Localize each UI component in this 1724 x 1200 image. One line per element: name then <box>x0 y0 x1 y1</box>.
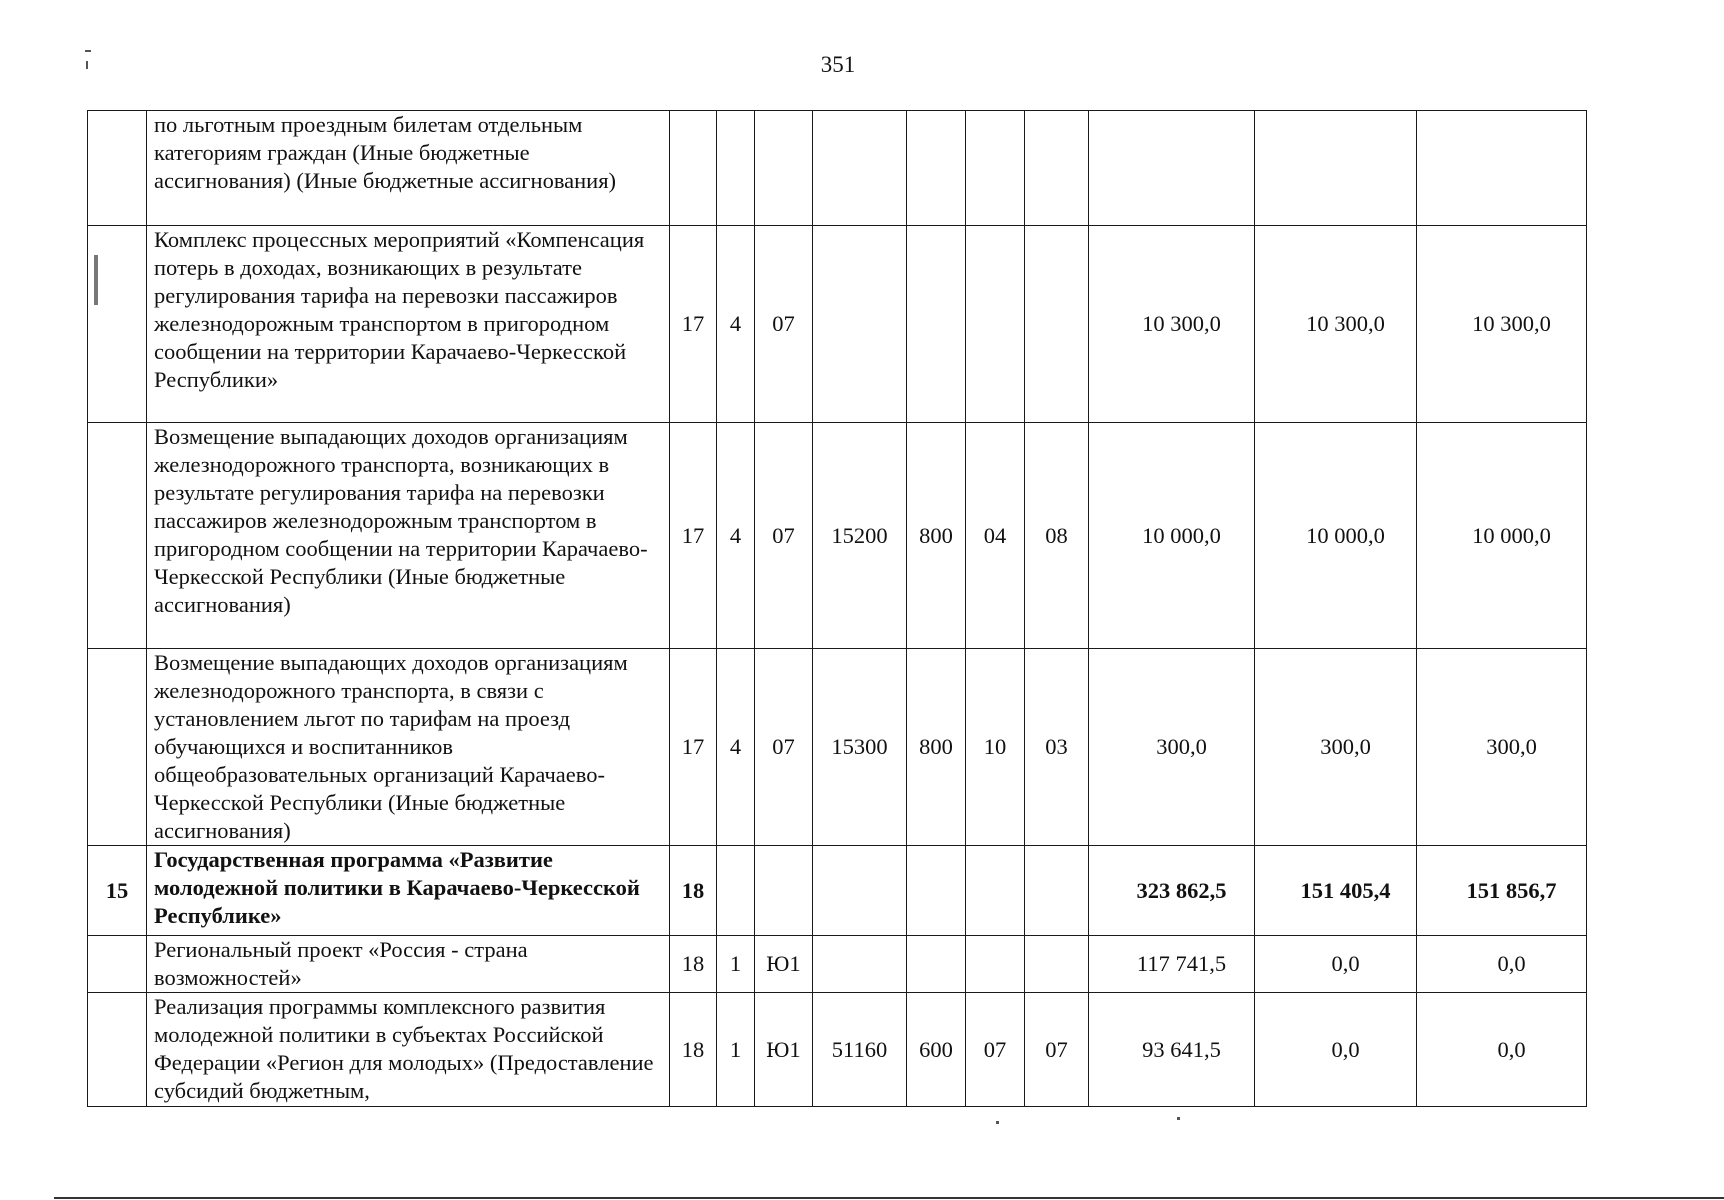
row-description: Государственная программа «Развитие молодежной политики в Карачаево-Черкесской Республике» <box>147 846 670 936</box>
amount-year-3: 0,0 <box>1417 936 1587 993</box>
amount-year-2: 10 000,0 <box>1255 423 1417 649</box>
code-type <box>907 226 966 423</box>
code-direction: Ю1 <box>755 993 813 1107</box>
amount-year-1 <box>1089 111 1255 226</box>
amount-year-2 <box>1255 111 1417 226</box>
code-subsection: 07 <box>1025 993 1089 1107</box>
row-number <box>88 936 147 993</box>
code-section <box>966 846 1025 936</box>
amount-year-3: 151 856,7 <box>1417 846 1587 936</box>
page-number: 351 <box>820 52 856 77</box>
scan-mark <box>996 1121 999 1124</box>
row-number: 15 <box>88 846 147 936</box>
code-type: 800 <box>907 649 966 846</box>
table-row <box>88 649 1587 846</box>
code-gp: 17 <box>670 226 717 423</box>
scan-mark <box>1177 1117 1180 1120</box>
code-section: 10 <box>966 649 1025 846</box>
code-subsection <box>1025 111 1089 226</box>
code-expense <box>813 111 907 226</box>
code-type: 800 <box>907 423 966 649</box>
table-row <box>88 936 1587 993</box>
row-number <box>88 649 147 846</box>
amount-year-2: 0,0 <box>1255 936 1417 993</box>
amount-year-2: 151 405,4 <box>1255 846 1417 936</box>
amount-year-1: 323 862,5 <box>1089 846 1255 936</box>
amount-year-3 <box>1417 111 1587 226</box>
table-row <box>88 846 1587 936</box>
code-gp <box>670 111 717 226</box>
code-expense <box>813 846 907 936</box>
amount-year-1: 93 641,5 <box>1089 993 1255 1107</box>
code-gp: 17 <box>670 423 717 649</box>
code-sub: 1 <box>717 936 755 993</box>
scan-mark <box>94 255 98 305</box>
row-number <box>88 111 147 226</box>
code-expense <box>813 226 907 423</box>
code-section: 07 <box>966 993 1025 1107</box>
code-subsection: 03 <box>1025 649 1089 846</box>
row-description: Возмещение выпадающих доходов организациям железнодорожного транспорта, в связи с установлением льгот по тарифам на проезд обучающихся и воспитанников общеобразовательных организаций Карачаево-Черкесской Республики (Иные бюджетные ассигнования) <box>147 649 670 846</box>
row-number <box>88 423 147 649</box>
code-direction: Ю1 <box>755 936 813 993</box>
table-row <box>88 226 1587 423</box>
amount-year-2: 10 300,0 <box>1255 226 1417 423</box>
row-description: Возмещение выпадающих доходов организациям железнодорожного транспорта, возникающих в результате регулирования тарифа на перевозки пассажиров железнодорожным транспортом в пригородном сообщении на территории Карачаево-Черкесской Республики (Иные бюджетные ассигнования) <box>147 423 670 649</box>
code-sub: 4 <box>717 226 755 423</box>
code-direction: 07 <box>755 649 813 846</box>
amount-year-3: 10 000,0 <box>1417 423 1587 649</box>
amount-year-1: 117 741,5 <box>1089 936 1255 993</box>
code-section <box>966 226 1025 423</box>
code-expense: 15300 <box>813 649 907 846</box>
code-type: 600 <box>907 993 966 1107</box>
code-gp: 18 <box>670 936 717 993</box>
code-type <box>907 111 966 226</box>
code-gp: 17 <box>670 649 717 846</box>
code-expense <box>813 936 907 993</box>
code-section <box>966 936 1025 993</box>
code-section <box>966 111 1025 226</box>
amount-year-3: 10 300,0 <box>1417 226 1587 423</box>
amount-year-3: 0,0 <box>1417 993 1587 1107</box>
code-subsection <box>1025 846 1089 936</box>
code-sub: 4 <box>717 423 755 649</box>
code-expense: 51160 <box>813 993 907 1107</box>
code-subsection: 08 <box>1025 423 1089 649</box>
amount-year-2: 0,0 <box>1255 993 1417 1107</box>
page-bottom-edge <box>54 1197 1724 1199</box>
amount-year-1: 300,0 <box>1089 649 1255 846</box>
code-section: 04 <box>966 423 1025 649</box>
row-number <box>88 993 147 1107</box>
row-description: по льготным проездным билетам отдельным категориям граждан (Иные бюджетные ассигнования) (Иные бюджетные ассигнования) <box>147 111 670 226</box>
scan-mark <box>86 61 88 69</box>
code-direction: 07 <box>755 423 813 649</box>
code-gp: 18 <box>670 846 717 936</box>
code-sub <box>717 846 755 936</box>
row-description: Реализация программы комплексного развития молодежной политики в субъектах Российской Федерации «Регион для молодых» (Предоставление субсидий бюджетным, <box>147 993 670 1107</box>
amount-year-2: 300,0 <box>1255 649 1417 846</box>
code-direction <box>755 846 813 936</box>
code-sub: 1 <box>717 993 755 1107</box>
table-row <box>88 993 1587 1107</box>
amount-year-1: 10 000,0 <box>1089 423 1255 649</box>
code-direction <box>755 111 813 226</box>
code-direction: 07 <box>755 226 813 423</box>
row-description: Региональный проект «Россия - страна возможностей» <box>147 936 670 993</box>
code-subsection <box>1025 936 1089 993</box>
code-type <box>907 936 966 993</box>
code-gp: 18 <box>670 993 717 1107</box>
table-row <box>88 111 1587 226</box>
code-expense: 15200 <box>813 423 907 649</box>
row-description: Комплекс процессных мероприятий «Компенсация потерь в доходах, возникающих в результате регулирования тарифа на перевозки пассажиров железнодорожным транспортом в пригородном сообщении на территории Карачаево-Черкесской Республики» <box>147 226 670 423</box>
amount-year-3: 300,0 <box>1417 649 1587 846</box>
code-type <box>907 846 966 936</box>
scan-mark <box>85 50 91 52</box>
amount-year-1: 10 300,0 <box>1089 226 1255 423</box>
budget-table <box>87 110 1587 1107</box>
code-sub: 4 <box>717 649 755 846</box>
table-row <box>88 423 1587 649</box>
code-sub <box>717 111 755 226</box>
table-body <box>88 111 1587 1107</box>
code-subsection <box>1025 226 1089 423</box>
